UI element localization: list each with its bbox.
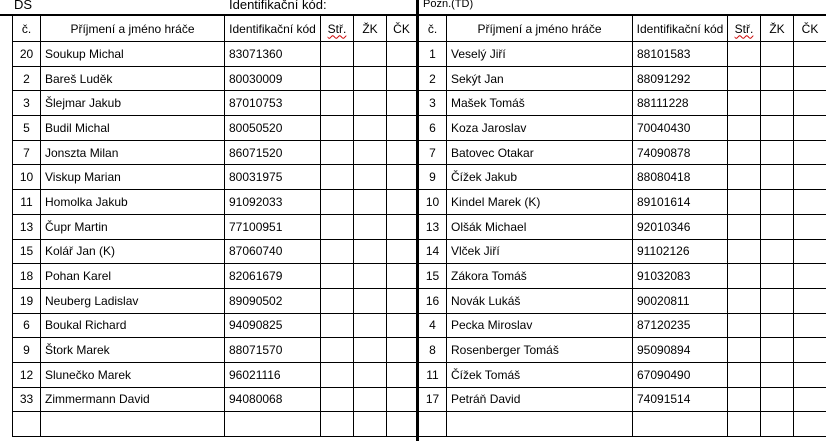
team-label: DS xyxy=(14,0,33,12)
player-number: 17 xyxy=(419,387,447,412)
header-stř: Stř. xyxy=(327,21,347,36)
substitution-cell xyxy=(728,239,761,264)
player-number: 14 xyxy=(419,239,447,264)
red-card-cell xyxy=(387,214,417,239)
player-id-code: 88080418 xyxy=(633,165,728,190)
red-card-cell xyxy=(794,239,826,264)
red-card-cell xyxy=(387,42,417,67)
yellow-card-cell xyxy=(761,214,794,239)
yellow-card-cell xyxy=(354,165,387,190)
player-number: 10 xyxy=(13,165,41,190)
substitution-cell xyxy=(321,190,354,215)
yellow-card-cell xyxy=(354,362,387,387)
player-number: 19 xyxy=(13,288,41,313)
player-id-code: 88101583 xyxy=(633,42,728,67)
player-name: Batovec Otakar xyxy=(447,140,633,165)
substitution-cell xyxy=(728,140,761,165)
red-card-cell xyxy=(794,412,826,437)
player-name: Petráň David xyxy=(447,387,633,412)
red-card-cell xyxy=(794,288,826,313)
header-stř: Stř. xyxy=(734,21,754,36)
red-card-cell xyxy=(387,288,417,313)
player-name: Budil Michal xyxy=(41,116,225,141)
right-header-cell: ČK xyxy=(794,16,826,42)
player-name: Viskup Marian xyxy=(41,165,225,190)
red-card-cell xyxy=(794,264,826,289)
red-card-cell xyxy=(794,66,826,91)
player-name: Olšák Michael xyxy=(447,214,633,239)
right-header-cell xyxy=(728,16,761,42)
red-card-cell xyxy=(387,387,417,412)
substitution-cell xyxy=(728,165,761,190)
red-card-cell xyxy=(387,264,417,289)
red-card-cell xyxy=(387,116,417,141)
left-team-table xyxy=(12,15,417,437)
player-number: 15 xyxy=(13,239,41,264)
substitution-cell xyxy=(728,264,761,289)
red-card-cell xyxy=(387,313,417,338)
substitution-cell xyxy=(728,387,761,412)
yellow-card-cell xyxy=(354,42,387,67)
substitution-cell xyxy=(321,264,354,289)
red-card-cell xyxy=(387,338,417,363)
player-name: Čížek Jakub xyxy=(447,165,633,190)
player-id-code: 89101614 xyxy=(633,190,728,215)
player-id-code: 74090878 xyxy=(633,140,728,165)
player-number xyxy=(419,412,447,437)
table-row xyxy=(419,412,826,437)
red-card-cell xyxy=(794,190,826,215)
player-name: Koza Jaroslav xyxy=(447,116,633,141)
note-label: Pozn.(TD) xyxy=(423,0,474,10)
substitution-cell xyxy=(321,313,354,338)
player-id-code xyxy=(633,412,728,437)
substitution-cell xyxy=(728,91,761,116)
table-row xyxy=(13,140,417,165)
player-name: Kolář Jan (K) xyxy=(41,239,225,264)
right-team-table xyxy=(418,15,826,437)
player-number: 12 xyxy=(13,362,41,387)
red-card-cell xyxy=(794,140,826,165)
substitution-cell xyxy=(728,412,761,437)
player-name: Vlček Jiří xyxy=(447,239,633,264)
red-card-cell xyxy=(794,338,826,363)
table-row xyxy=(13,412,417,437)
substitution-cell xyxy=(321,116,354,141)
player-name: Veselý Jiří xyxy=(447,42,633,67)
yellow-card-cell xyxy=(761,362,794,387)
table-row xyxy=(419,66,826,91)
table-row xyxy=(13,239,417,264)
substitution-cell xyxy=(728,190,761,215)
table-row xyxy=(419,91,826,116)
yellow-card-cell xyxy=(761,66,794,91)
player-name: Čupr Martin xyxy=(41,214,225,239)
substitution-cell xyxy=(321,42,354,67)
table-row xyxy=(13,165,417,190)
red-card-cell xyxy=(794,91,826,116)
player-number: 2 xyxy=(419,66,447,91)
yellow-card-cell xyxy=(354,239,387,264)
substitution-cell xyxy=(728,116,761,141)
player-id-code: 86071520 xyxy=(225,140,321,165)
player-number: 6 xyxy=(419,116,447,141)
substitution-cell xyxy=(321,91,354,116)
player-number: 16 xyxy=(419,288,447,313)
table-row xyxy=(419,387,826,412)
substitution-cell xyxy=(728,313,761,338)
player-id-code: 82061679 xyxy=(225,264,321,289)
red-card-cell xyxy=(387,66,417,91)
right-header-cell: č. xyxy=(419,16,447,42)
right-header-cell: ŽK xyxy=(761,16,794,42)
player-id-code: 91092033 xyxy=(225,190,321,215)
right-header-cell: Identifikační kód xyxy=(633,16,728,42)
yellow-card-cell xyxy=(354,190,387,215)
substitution-cell xyxy=(321,165,354,190)
player-name: Soukup Michal xyxy=(41,42,225,67)
substitution-cell xyxy=(728,338,761,363)
table-row xyxy=(13,288,417,313)
player-name: Zákora Tomáš xyxy=(447,264,633,289)
player-name: Novák Lukáš xyxy=(447,288,633,313)
red-card-cell xyxy=(794,165,826,190)
player-id-code: 91102126 xyxy=(633,239,728,264)
player-id-code: 90020811 xyxy=(633,288,728,313)
table-row xyxy=(419,190,826,215)
player-number: 20 xyxy=(13,42,41,67)
player-id-code: 87120235 xyxy=(633,313,728,338)
player-number: 9 xyxy=(13,338,41,363)
table-row xyxy=(13,91,417,116)
substitution-cell xyxy=(321,140,354,165)
player-id-code: 83071360 xyxy=(225,42,321,67)
table-row xyxy=(419,264,826,289)
yellow-card-cell xyxy=(761,288,794,313)
player-name: Sekýt Jan xyxy=(447,66,633,91)
red-card-cell xyxy=(794,362,826,387)
player-id-code: 87010753 xyxy=(225,91,321,116)
player-name: Slunečko Marek xyxy=(41,362,225,387)
player-number: 4 xyxy=(419,313,447,338)
player-id-code: 94080068 xyxy=(225,387,321,412)
red-card-cell xyxy=(387,412,417,437)
player-name: Jonszta Milan xyxy=(41,140,225,165)
substitution-cell xyxy=(321,288,354,313)
player-number: 3 xyxy=(419,91,447,116)
table-row xyxy=(13,42,417,67)
player-name: Kindel Marek (K) xyxy=(447,190,633,215)
id-code-label: Identifikační kód: xyxy=(229,0,327,12)
player-id-code: 88111228 xyxy=(633,91,728,116)
yellow-card-cell xyxy=(354,288,387,313)
yellow-card-cell xyxy=(761,116,794,141)
substitution-cell xyxy=(321,362,354,387)
player-name: Čížek Tomáš xyxy=(447,362,633,387)
player-number: 11 xyxy=(13,190,41,215)
left-header-cell: Identifikační kód xyxy=(225,16,321,42)
player-number: 3 xyxy=(13,91,41,116)
yellow-card-cell xyxy=(354,91,387,116)
player-id-code: 67090490 xyxy=(633,362,728,387)
player-id-code: 94090825 xyxy=(225,313,321,338)
red-card-cell xyxy=(794,313,826,338)
player-name: Šlejmar Jakub xyxy=(41,91,225,116)
yellow-card-cell xyxy=(354,264,387,289)
table-row xyxy=(13,190,417,215)
sheet-header xyxy=(0,0,826,15)
yellow-card-cell xyxy=(761,412,794,437)
yellow-card-cell xyxy=(761,190,794,215)
player-id-code: 88071570 xyxy=(225,338,321,363)
player-number: 9 xyxy=(419,165,447,190)
player-number: 5 xyxy=(13,116,41,141)
player-number: 15 xyxy=(419,264,447,289)
substitution-cell xyxy=(321,338,354,363)
table-row xyxy=(419,42,826,67)
table-row xyxy=(419,362,826,387)
player-id-code: 80050520 xyxy=(225,116,321,141)
player-name: Homolka Jakub xyxy=(41,190,225,215)
table-row xyxy=(419,239,826,264)
left-header-cell: ŽK xyxy=(354,16,387,42)
yellow-card-cell xyxy=(354,214,387,239)
left-header-cell: č. xyxy=(13,16,41,42)
table-row xyxy=(419,313,826,338)
player-number: 6 xyxy=(13,313,41,338)
yellow-card-cell xyxy=(354,116,387,141)
table-row xyxy=(13,313,417,338)
substitution-cell xyxy=(321,412,354,437)
substitution-cell xyxy=(321,66,354,91)
player-number: 1 xyxy=(419,42,447,67)
substitution-cell xyxy=(728,66,761,91)
player-number: 10 xyxy=(419,190,447,215)
yellow-card-cell xyxy=(354,313,387,338)
player-id-code: 80031975 xyxy=(225,165,321,190)
player-name: Bareš Luděk xyxy=(41,66,225,91)
table-row xyxy=(419,288,826,313)
left-header-cell: Příjmení a jméno hráče xyxy=(41,16,225,42)
player-id-code: 91032083 xyxy=(633,264,728,289)
yellow-card-cell xyxy=(761,239,794,264)
table-row xyxy=(419,165,826,190)
table-row xyxy=(419,140,826,165)
left-header-row xyxy=(13,16,417,42)
red-card-cell xyxy=(387,362,417,387)
player-name: Štork Marek xyxy=(41,338,225,363)
substitution-cell xyxy=(728,42,761,67)
player-id-code: 80030009 xyxy=(225,66,321,91)
player-id-code xyxy=(225,412,321,437)
table-row xyxy=(13,214,417,239)
yellow-card-cell xyxy=(354,140,387,165)
player-id-code: 87060740 xyxy=(225,239,321,264)
left-header-cell: ČK xyxy=(387,16,417,42)
substitution-cell xyxy=(728,288,761,313)
player-number: 33 xyxy=(13,387,41,412)
right-header-cell: Příjmení a jméno hráče xyxy=(447,16,633,42)
player-name xyxy=(41,412,225,437)
yellow-card-cell xyxy=(761,313,794,338)
player-id-code: 95090894 xyxy=(633,338,728,363)
yellow-card-cell xyxy=(354,66,387,91)
player-name: Mašek Tomáš xyxy=(447,91,633,116)
player-id-code: 77100951 xyxy=(225,214,321,239)
red-card-cell xyxy=(387,165,417,190)
player-name: Neuberg Ladislav xyxy=(41,288,225,313)
player-id-code: 89090502 xyxy=(225,288,321,313)
player-number xyxy=(13,412,41,437)
table-row xyxy=(13,264,417,289)
player-number: 18 xyxy=(13,264,41,289)
player-number: 7 xyxy=(419,140,447,165)
player-id-code: 70040430 xyxy=(633,116,728,141)
table-row xyxy=(13,116,417,141)
player-number: 13 xyxy=(419,214,447,239)
yellow-card-cell xyxy=(354,338,387,363)
substitution-cell xyxy=(728,214,761,239)
table-row xyxy=(419,116,826,141)
table-row xyxy=(13,387,417,412)
red-card-cell xyxy=(387,190,417,215)
player-number: 11 xyxy=(419,362,447,387)
player-name xyxy=(447,412,633,437)
substitution-cell xyxy=(728,362,761,387)
player-name: Pecka Miroslav xyxy=(447,313,633,338)
player-number: 7 xyxy=(13,140,41,165)
yellow-card-cell xyxy=(761,91,794,116)
table-row xyxy=(13,362,417,387)
yellow-card-cell xyxy=(761,264,794,289)
player-name: Zimmermann David xyxy=(41,387,225,412)
yellow-card-cell xyxy=(761,338,794,363)
red-card-cell xyxy=(387,239,417,264)
player-name: Boukal Richard xyxy=(41,313,225,338)
yellow-card-cell xyxy=(761,387,794,412)
table-row xyxy=(419,214,826,239)
yellow-card-cell xyxy=(354,387,387,412)
red-card-cell xyxy=(794,387,826,412)
player-id-code: 96021116 xyxy=(225,362,321,387)
table-row xyxy=(13,66,417,91)
substitution-cell xyxy=(321,239,354,264)
red-card-cell xyxy=(387,91,417,116)
player-id-code: 92010346 xyxy=(633,214,728,239)
yellow-card-cell xyxy=(761,165,794,190)
player-id-code: 74091514 xyxy=(633,387,728,412)
center-divider xyxy=(416,0,419,441)
player-name: Rosenberger Tomáš xyxy=(447,338,633,363)
table-row xyxy=(13,338,417,363)
red-card-cell xyxy=(387,140,417,165)
player-number: 8 xyxy=(419,338,447,363)
substitution-cell xyxy=(321,387,354,412)
yellow-card-cell xyxy=(761,140,794,165)
player-id-code: 88091292 xyxy=(633,66,728,91)
yellow-card-cell xyxy=(761,42,794,67)
player-number: 13 xyxy=(13,214,41,239)
player-name: Pohan Karel xyxy=(41,264,225,289)
red-card-cell xyxy=(794,116,826,141)
red-card-cell xyxy=(794,42,826,67)
table-row xyxy=(419,338,826,363)
player-number: 2 xyxy=(13,66,41,91)
substitution-cell xyxy=(321,214,354,239)
right-header-row xyxy=(419,16,826,42)
red-card-cell xyxy=(794,214,826,239)
left-header-cell xyxy=(321,16,354,42)
yellow-card-cell xyxy=(354,412,387,437)
